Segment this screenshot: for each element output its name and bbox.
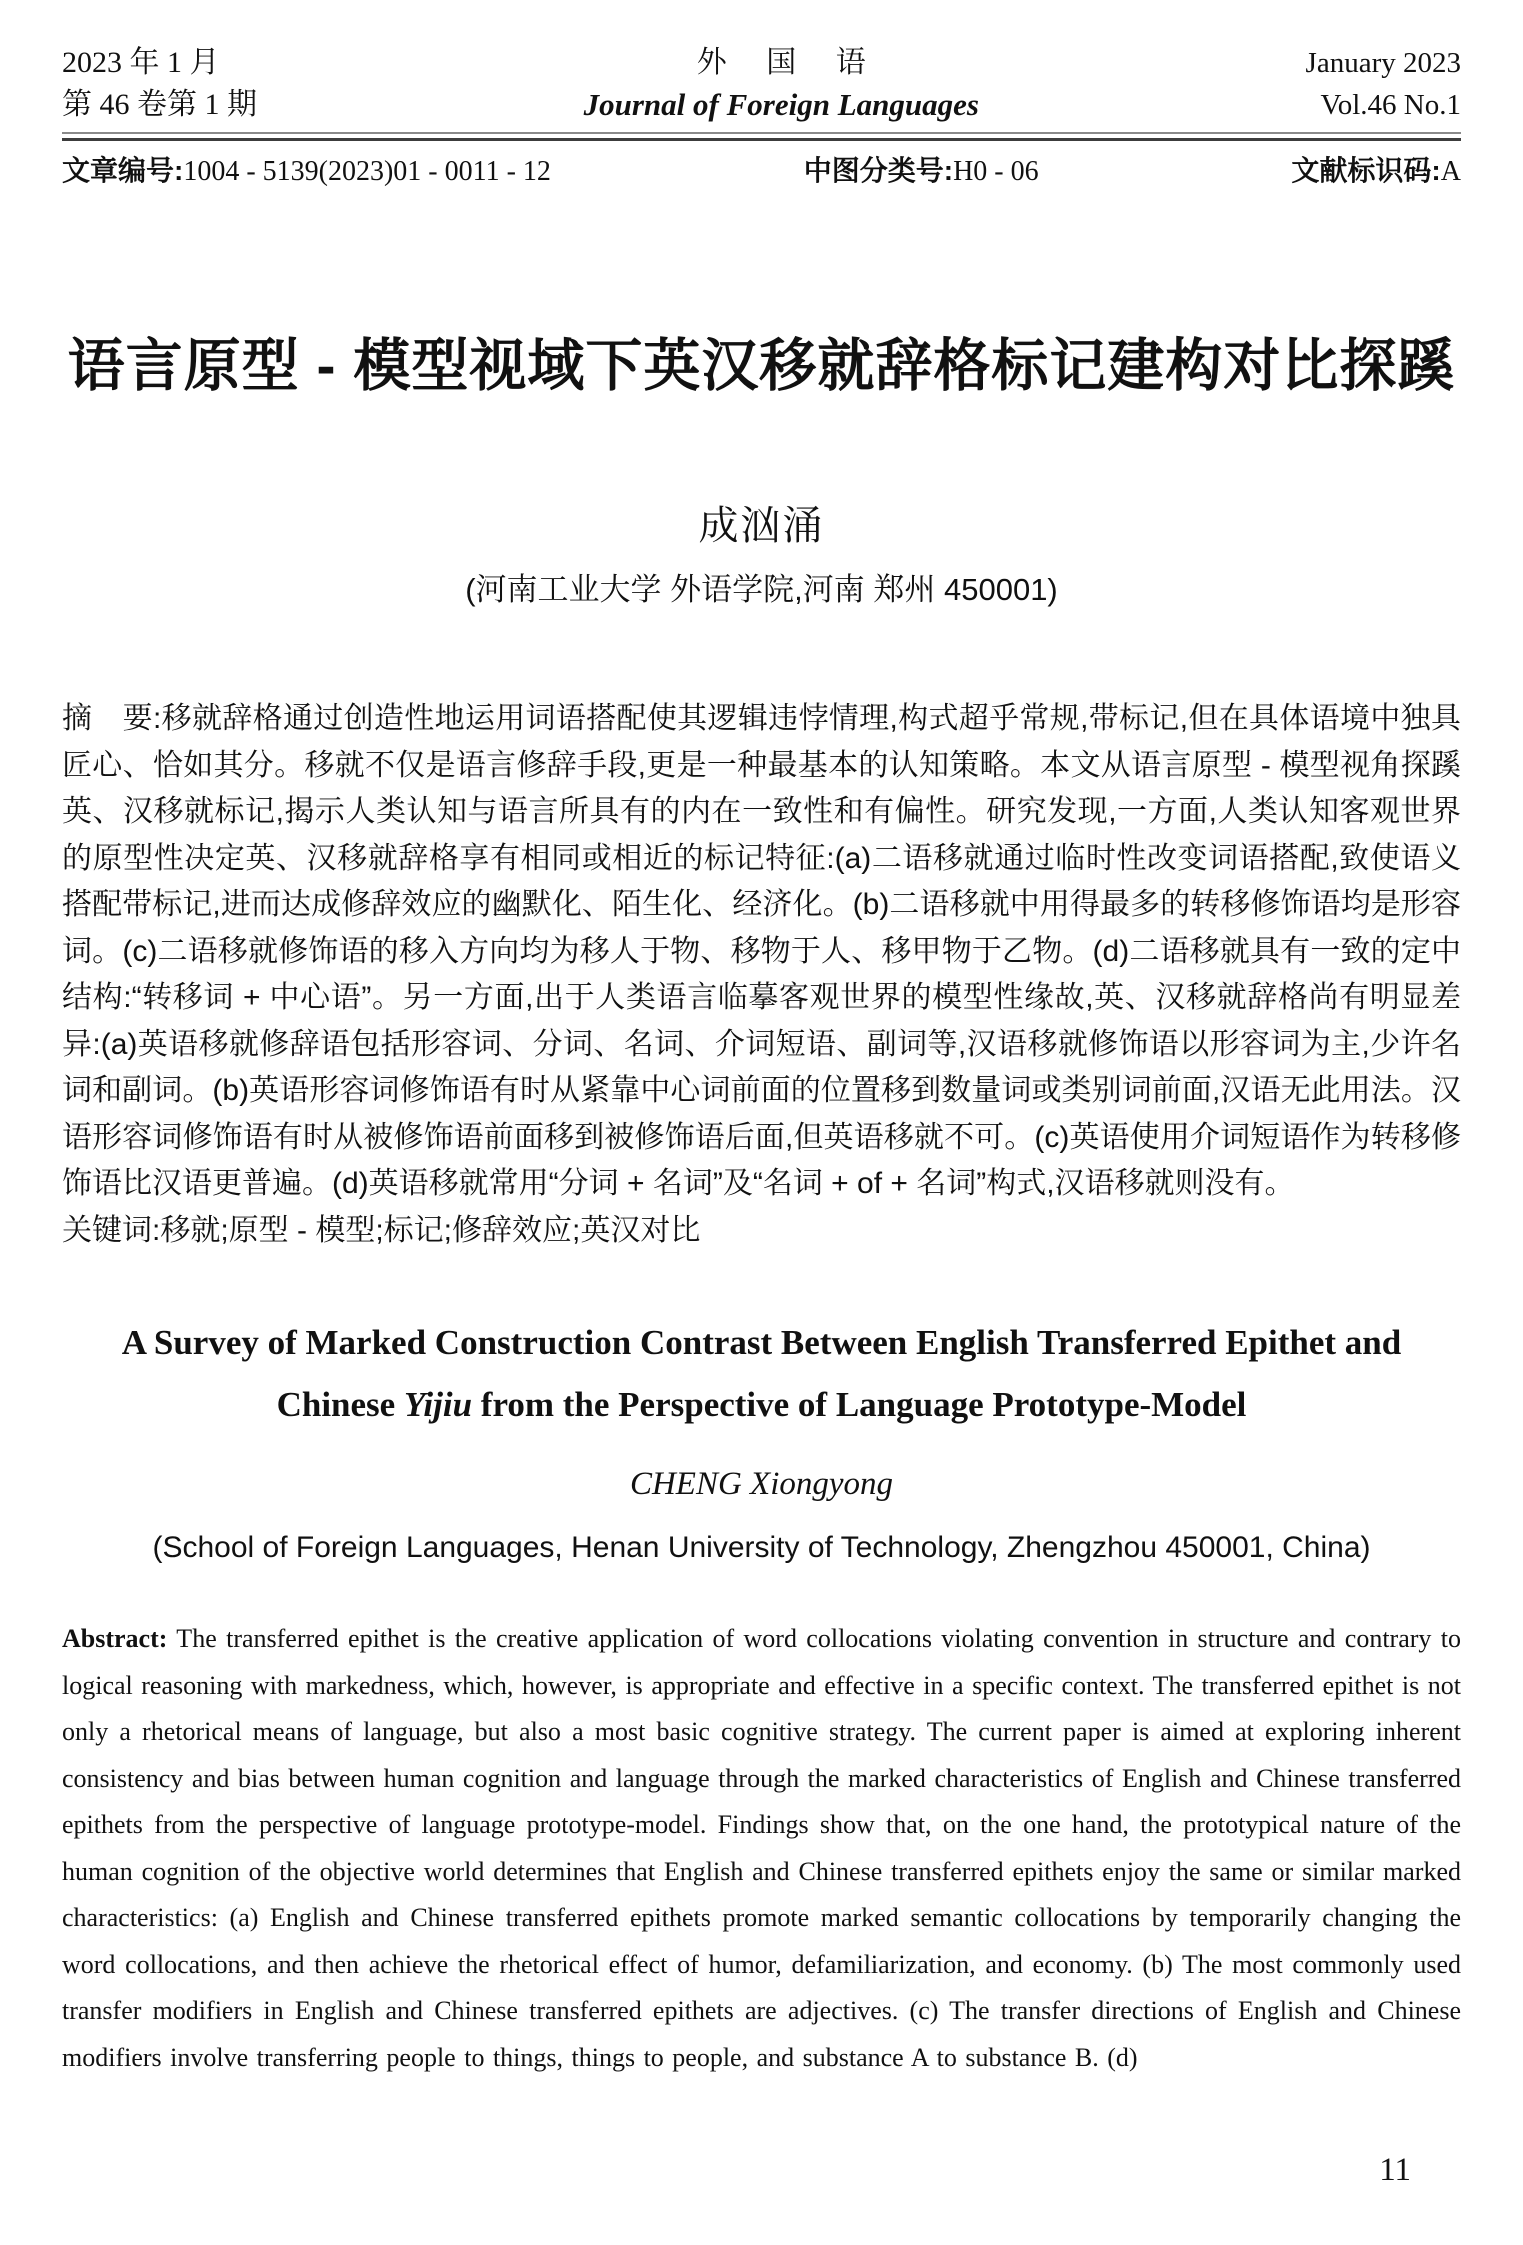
article-meta-row (62, 153, 1461, 190)
issue-date-zh: 2023 年 1 月 (62, 46, 220, 79)
article-id-label: 文章编号: (62, 155, 184, 186)
article-title-en-part1: A Survey of Marked Construction Contrast Between English Transferred Epithet and Chinese (121, 1323, 1402, 1424)
clc-value: H0 - 06 (953, 156, 1039, 187)
document-code-label: 文献标识码: (1291, 155, 1441, 186)
page-number: 11 (1379, 2152, 1411, 2188)
author-affiliation-en: (School of Foreign Languages, Henan University of Technology, Zhengzhou 450001, China) (152, 1531, 1371, 1564)
masthead-right (1306, 42, 1461, 126)
keywords-label-zh: 关键词: (62, 1213, 161, 1247)
abstract-label-zh: 摘 要: (62, 702, 162, 735)
abstract-en (62, 1616, 1461, 2081)
masthead (62, 42, 1461, 126)
keywords-body-zh: 移就;原型 - 模型;标记;修辞效应;英汉对比 (160, 1213, 701, 1247)
clc-number (804, 153, 1039, 190)
article-id-value: 1004 - 5139(2023)01 - 0011 - 12 (183, 156, 551, 187)
article-title-en (62, 1312, 1461, 1436)
clc-label: 中图分类号: (803, 155, 954, 186)
journal-name-zh: 外 国 语 (696, 46, 882, 79)
article-id (62, 153, 551, 190)
volume-issue-en: Vol.46 No.1 (1320, 89, 1461, 121)
abstract-label-en: Abstract: (62, 1624, 168, 1653)
document-code-value: A (1440, 156, 1461, 187)
author-affiliation-zh: (河南工业大学 外语学院,河南 郑州 450001) (465, 572, 1058, 607)
article-title-en-part2: from the Perspective of Language Prototype-Model (472, 1385, 1247, 1424)
masthead-divider (62, 132, 1461, 141)
masthead-left (62, 42, 257, 126)
author-name-en: CHENG Xiongyong (629, 1466, 894, 1502)
masthead-center (584, 42, 979, 126)
journal-name-en: Journal of Foreign Languages (583, 87, 979, 122)
document-code (1291, 153, 1461, 190)
abstract-body-en: The transferred epithet is the creative application of word collocations violating convention in structure and contrary to logical reasoning with markedness, which, however, is appropriate and effective in a specific context. The transferred epithet is not only a rhetorical means of language, but also a most basic cognitive strategy. The current paper is aimed at exploring inherent consistency and bias between human cognition and language through the marked characteristics of English and Chinese transferred epithets from the perspective of language prototype-model. Findings show that, on the one hand, the prototypical nature of the human cognition of the objective world determines that English and Chinese transferred epithets enjoy the same or similar marked characteristics: (a) English and Chinese transferred epithets promote marked semantic collocations by temporarily changing the word collocations, and then achieve the rhetorical effect of humor, defamiliarization, and economy. (b) The most commonly used transfer modifiers in English and Chinese transferred epithets are adjectives. (c) The transfer directions of English and Chinese modifiers involve transferring people to things, things to people, and substance A to substance B. (d) (62, 1624, 1461, 2072)
issue-date-en: January 2023 (1305, 47, 1461, 79)
abstract-body-zh: 移就辞格通过创造性地运用词语搭配使其逻辑违悖情理,构式超乎常规,带标记,但在具体语境中独具匠心、恰如其分。移就不仅是语言修辞手段,更是一种最基本的认知策略。本文从语言原型 - 模型视角探蹊英、汉移就标记,揭示人类认知与语言所具有的内在一致性和有偏性。研究发现,一方面,人类认知客观世界的原型性决定英、汉移就辞格享有相同或相近的标记特征:(a)二语移就通过临时性改变词语搭配,致使语义搭配带标记,进而达成修辞效应的幽默化、陌生化、经济化。(b)二语移就中用得最多的转移修饰语均是形容词。(c)二语移就修饰语的移入方向均为移人于物、移物于人、移甲物于乙物。(d)二语移就具有一致的定中结构:“转移词 + 中心语”。另一方面,出于人类语言临摹客观世界的模型性缘故,英、汉移就辞格尚有明显差异:(a)英语移就修辞语包括形容词、分词、名词、介词短语、副词等,汉语移就修饰语以形容词为主,少许名词和副词。(b)英语形容词修饰语有时从紧靠中心词前面的位置移到数量词或类别词前面,汉语无此用法。汉语形容词修饰语有时从被修饰语前面移到被修饰语后面,但英语移就不可。(c)英语使用介词短语作为转移修饰语比汉语更普遍。(d)英语移就常用“分词 + 名词”及“名词 + of + 名词”构式,汉语移就则没有。 (62, 702, 1461, 1200)
article-title-en-italic: Yijiu (403, 1385, 473, 1424)
abstract-zh (62, 696, 1461, 1208)
article-title-zh: 语言原型 - 模型视域下英汉移就辞格标记建构对比探蹊 (67, 334, 1456, 398)
keywords-zh (62, 1208, 1461, 1255)
author-name-zh: 成汹涌 (698, 504, 825, 548)
volume-issue-zh: 第 46 卷第 1 期 (62, 88, 257, 121)
